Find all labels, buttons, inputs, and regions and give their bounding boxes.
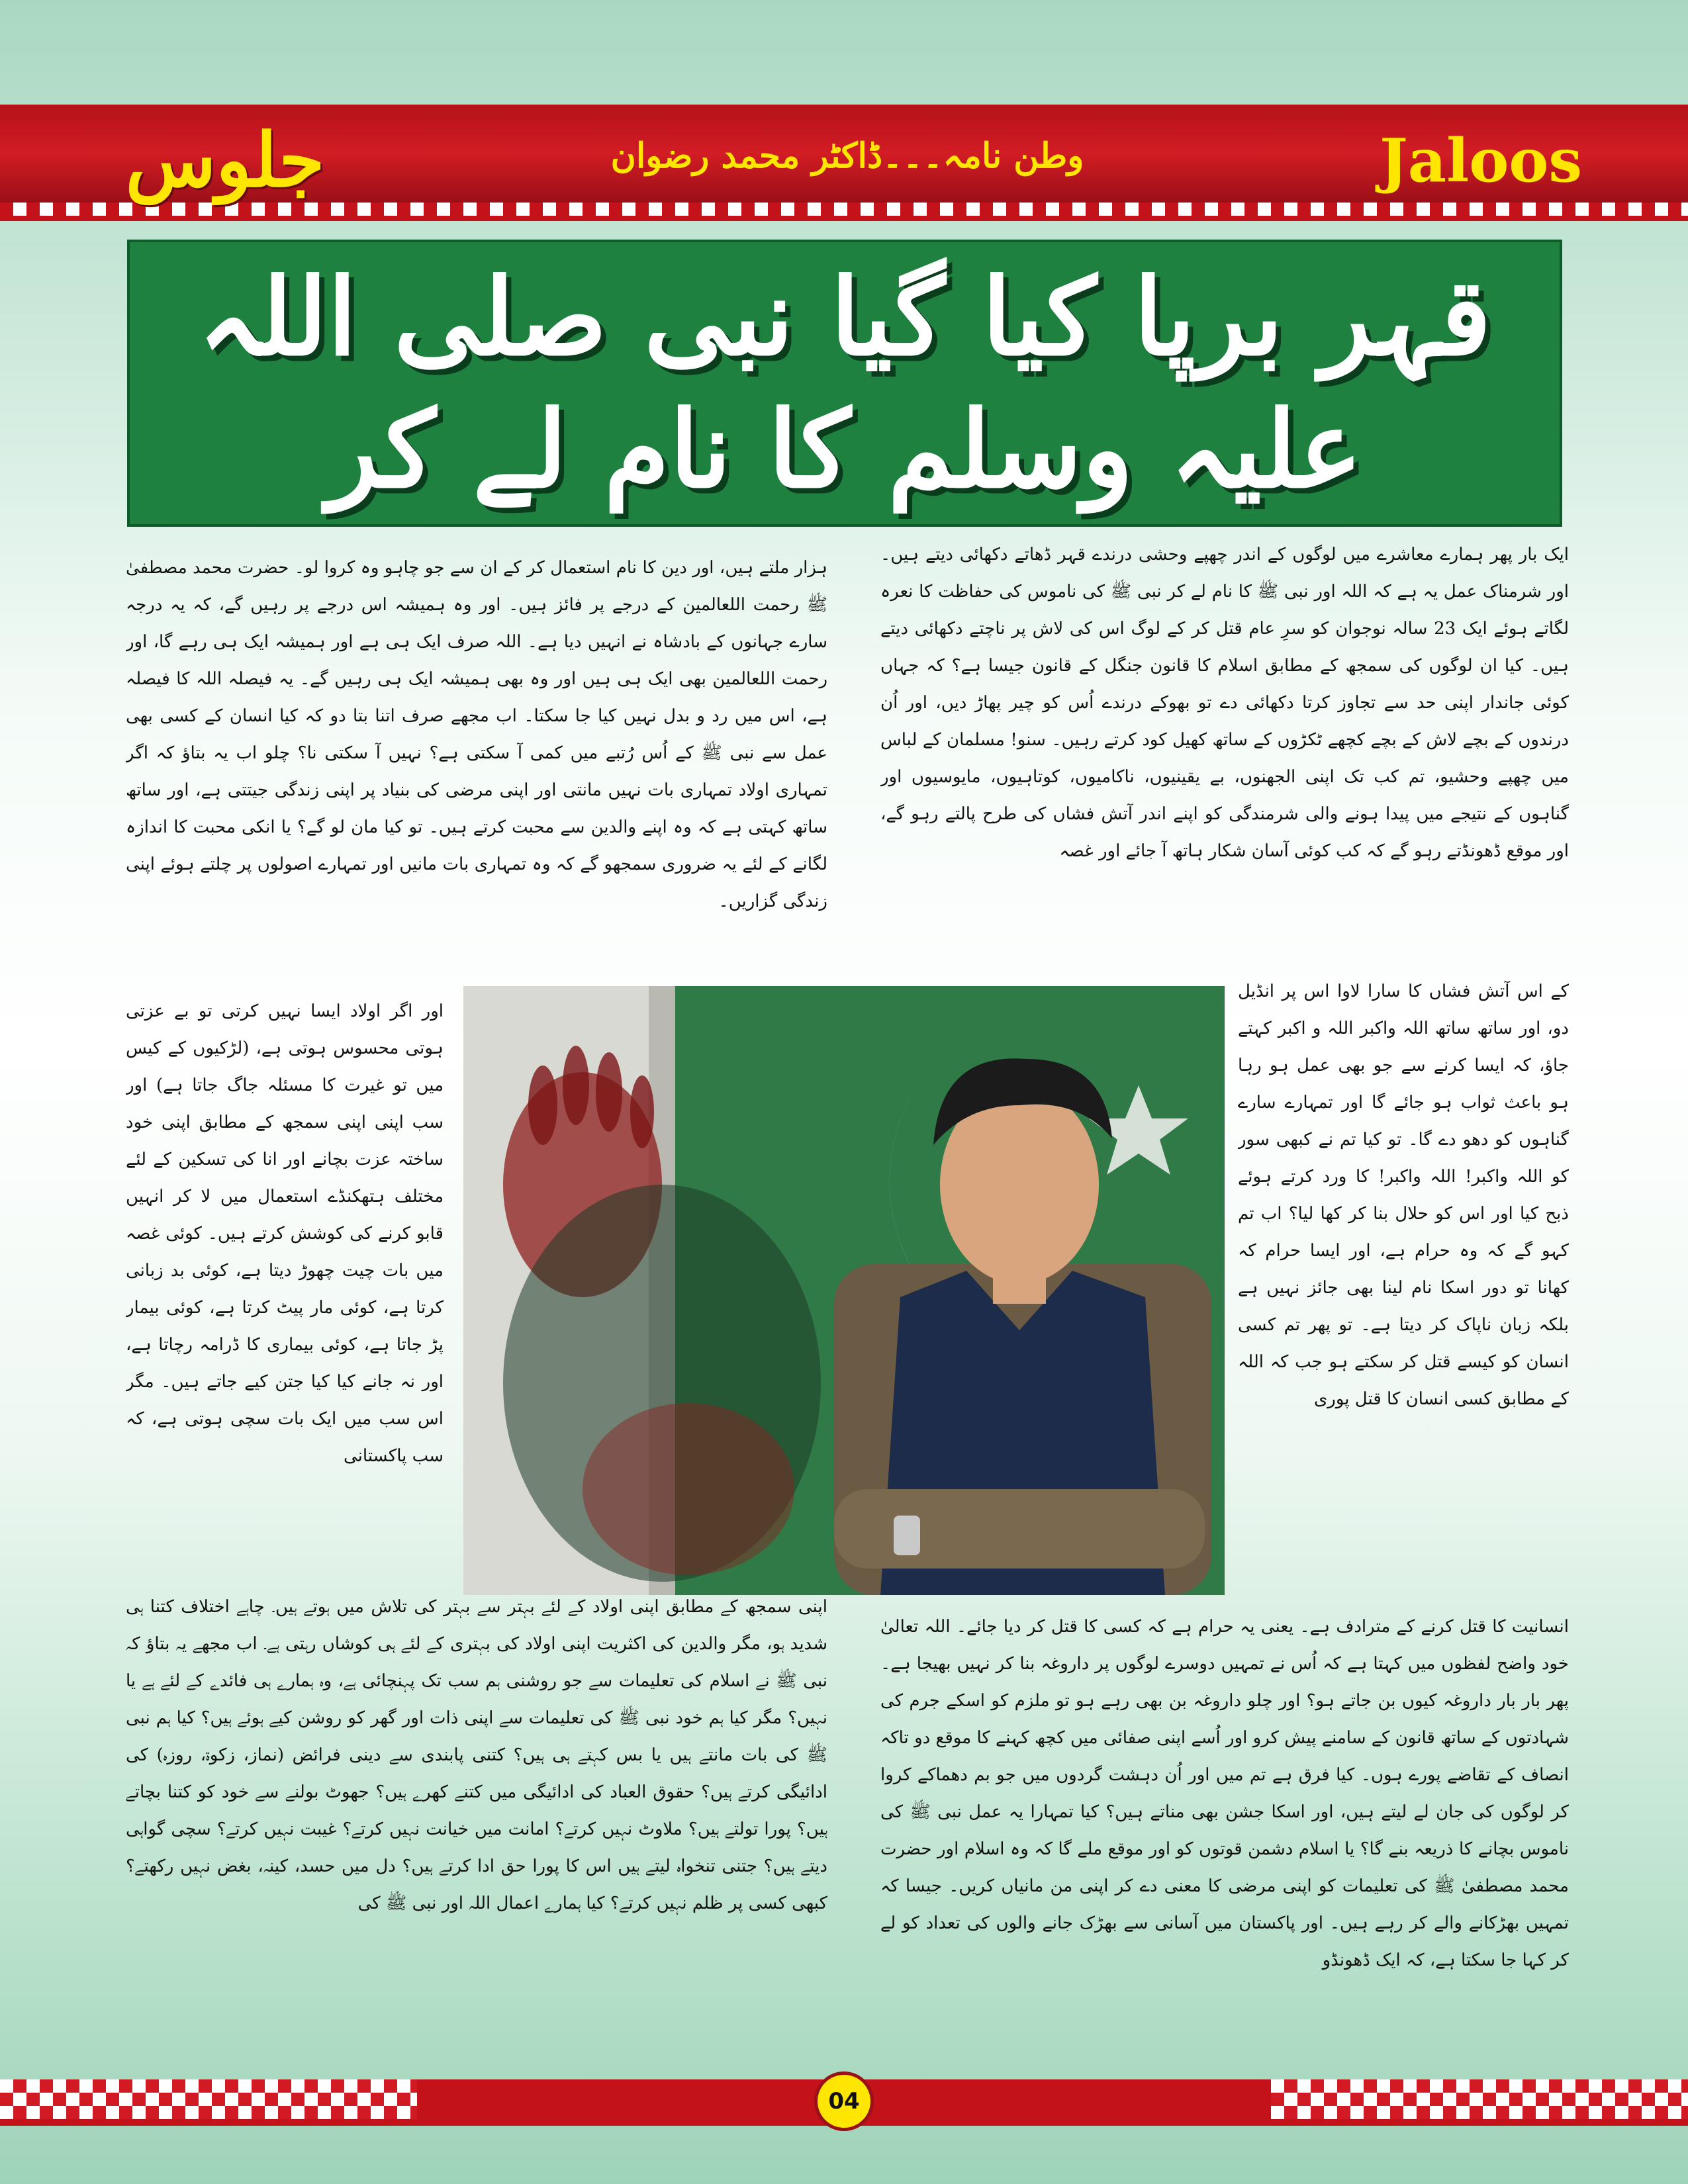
portrait-photo bbox=[463, 986, 1225, 1595]
article-paragraph: کے اس آتش فشاں کا سارا لاوا اس پر انڈیل دو، اور ساتھ ساتھ اللہ واکبر اللہ و اکبر کہتے جاؤ، کہ ایسا کرنے سے جو بھی عمل ہو رہا ہو باعث ثواب ہو جائے گا اور تمہارے سارے گناہوں کو دھو دے گا۔ تو کیا تم نے کبھی سور کو اللہ واکبر! اللہ واکبر! کا ورد کرتے ہوئے ذبح کیا اور اس کو حلال بنا کر کھا لیا؟ اب تم کہو گے کہ وہ حرام ہے، اور ایسا حرام کہ کھانا تو دور اسکا نام لینا بھی جائز نہیں ہے بلکہ زبان ناپاک کر دیتا ہے۔ تو پھر تم کسی انسان کو کیسے قتل کر سکتے ہو جب کہ اللہ کے مطابق کسی انسان کا قتل پوری bbox=[1238, 981, 1569, 1409]
column-subtitle: وطن نامہ۔۔۔ڈاکٹر محمد رضوان bbox=[610, 136, 1084, 176]
header-rule bbox=[0, 216, 1688, 221]
page-title: قہر برپا کیا گیا نبی صلی اللہ علیہ وسلم کا نام لے کر bbox=[198, 255, 1491, 512]
article-paragraph: انسانیت کا قتل کرنے کے مترادف ہے۔ یعنی یہ حرام ہے کہ کسی کا قتل کر دیا جائے۔ اللہ تعالیٰ خود واضح لفظوں میں کہتا ہے کہ اُس نے تمہیں دوسرے لوگوں پر داروغہ بنا کر نہیں بھیجا ہے۔ پھر بار بار داروغہ کیوں بن جاتے ہو؟ اور چلو داروغہ بن بھی رہے ہو تو ملزم کو اسکے جرم کی شہادتوں کے ساتھ قانون کے سامنے پیش کرو اور اُسے اپنی صفائی میں کچھ کہنے کا موقع دو تاکہ انصاف کے تقاضے پورے ہوں۔ کیا فرق ہے تم میں اور اُن دہشت گردوں میں جو بم دھماکے کروا کر لوگوں کی جان لے لیتے ہیں، اور اسکا جشن بھی مناتے ہیں؟ کیا تمہارا یہ عمل نبی ﷺ کی ناموس بچانے کا ذریعہ بنے گا؟ یا اسلام دشمن قوتوں کو اور موقع ملے گا کہ وہ اسلام اور حضرت محمد مصطفیٰ ﷺ کی تعلیمات کو اپنی مرضی کا معنی دے کر اپنی من مانیاں کریں۔ جیسا کہ تمہیں بھڑکانے والے کر رہے ہیں۔ اور پاکستان میں آسانی سے بھڑک جانے والوں کی تعداد کو لے کر کہا جا سکتا ہے، کہ ایک ڈھونڈو bbox=[880, 1617, 1569, 1970]
article-paragraph: ایک بار پھر ہمارے معاشرے میں لوگوں کے اندر چھپے وحشی درندے قہر ڈھاتے دکھائی دیتے ہیں۔ اور شرمناک عمل یہ ہے کہ اللہ اور نبی ﷺ کا نام لے کر نبی ﷺ کی ناموس کی حفاظت کا نعرہ لگاتے ہوئے ایک 23 سالہ نوجوان کو سرِ عام قتل کر کے لوگ اس کی لاش پر ناچتے دکھائی دیتے ہیں۔ کیا ان لوگوں کی سمجھ کے مطابق اسلام کا قانون جنگل کے قانون جیسا ہے؟ کہ جہاں کوئی جاندار اپنی حد سے تجاوز کرتا دکھائی دے تو بھوکے درندے اُس کو چیر پھاڑ دیں، اور اُن درندوں کے بچے لاش کے بچے کچھے ٹکڑوں کے ساتھ کھیل کود کرتے رہیں۔ سنو! مسلمان کے لباس میں چھپے وحشیو، تم کب تک اپنی الجھنوں، بے یقینیوں، ناکامیوں، کوتاہیوں، مایوسیوں اور گناہوں کے نتیجے میں پیدا ہونے والی شرمندگی کو اپنے اندر آتش فشاں کی طرح پالتے رہو گے، اور موقع ڈھونڈتے رہو گے کہ کب کوئی آسان شکار ہاتھ آ جائے اور غصہ bbox=[880, 545, 1569, 861]
headline-box bbox=[127, 240, 1562, 527]
article-paragraph: ہزار ملتے ہیں، اور دین کا نام استعمال کر کے ان سے جو چاہو وہ کروا لو۔ حضرت محمد مصطفیٰ ﷺ رحمت اللعالمین کے درجے پر فائز ہیں۔ اور وہ ہمیشہ اس درجے پر رہیں گے، کہ یہ درجہ سارے جہانوں کے بادشاہ نے انہیں دیا ہے۔ اللہ صرف ایک ہی ہے اور ہمیشہ ایک ہی رہے گا، اور رحمت اللعالمین بھی ایک ہی ہیں اور وہ بھی ہمیشہ ایک ہی رہیں گے۔ یہ فیصلہ اللہ کا فیصلہ ہے، اس میں رد و بدل نہیں کیا جا سکتا۔ اب مجھے صرف اتنا بتا دو کہ کیا انسان کے کسی بھی عمل سے نبی ﷺ کے اُس رُتبے میں کمی آ سکتی ہے؟ نہیں آ سکتی نا؟ چلو اب یہ بتاؤ کہ اگر تمہاری اولاد تمہاری بات نہیں مانتی اور اپنی مرضی کی بنیاد پر اپنی زندگی جیتتی ہے، اور ساتھ ساتھ کہتی ہے کہ وہ اپنے والدین سے محبت کرتے ہیں۔ تو کیا مان لو گے؟ یا انکی محبت کا اندازہ لگانے کے لئے یہ ضروری سمجھو گے کہ وہ تمہاری بات مانیں اور تمہارے اصولوں پر چلتے ہوئے اپنی زندگی گزاریں۔ bbox=[126, 558, 827, 911]
article-column-left-middle bbox=[126, 993, 444, 1608]
article-column-left-bottom bbox=[126, 1588, 827, 2058]
footer-checker-right bbox=[1271, 2079, 1688, 2119]
magazine-logo-urdu: جلوس bbox=[125, 117, 325, 204]
article-column-right-middle bbox=[1238, 973, 1569, 1608]
article-column-right-bottom bbox=[880, 1608, 1569, 2058]
article-paragraph: اپنی سمجھ کے مطابق اپنی اولاد کے لئے بہتر سے بہتر کی تلاش میں ہوتے ہیں۔ چاہے اختلاف کتنا ہی شدید ہو، مگر والدین کی اکثریت اپنی اولاد کی بہتری کے لئے ہی کوشاں رہتی ہے۔ اب مجھے یہ بتاؤ کہ نبی ﷺ نے اسلام کی تعلیمات سے جو روشنی ہم سب تک پہنچائی ہے، وہ ہمارے ہی فائدے کے لئے ہے یا نہیں؟ مگر کیا ہم خود نبی ﷺ کی تعلیمات سے اپنی ذات اور گھر کو روشن کیے ہوئے ہیں؟ کیا ہم نبی ﷺ کی بات مانتے ہیں یا بس کہتے ہی ہیں؟ کتنی پابندی سے دینی فرائض (نماز، زکوۃ، روزہ) کی ادائیگی کرتے ہیں؟ حقوق العباد کی ادائیگی میں کتنے کھرے ہیں؟ جھوٹ بولنے سے خود کو کتنا بچاتے ہیں؟ پورا تولتے ہیں؟ ملاوٹ نہیں کرتے؟ امانت میں خیانت نہیں کرتے؟ غیبت نہیں کرتے؟ سچی گواہی دیتے ہیں؟ جتنی تنخواہ لیتے ہیں اس کا پورا حق ادا کرتے ہیں؟ دل میں حسد، کینہ، بغض نہیں رکھتے؟ کبھی کسی پر ظلم نہیں کرتے؟ کیا ہمارے اعمال اللہ اور نبی ﷺ کی bbox=[126, 1597, 827, 1913]
portrait-photo-illustration bbox=[463, 986, 1225, 1595]
article-column-left-top bbox=[126, 549, 827, 999]
page-number: 04 bbox=[814, 2071, 874, 2131]
article-column-right-top bbox=[880, 536, 1569, 973]
article-paragraph: اور اگر اولاد ایسا نہیں کرتی تو بے عزتی ہوتی محسوس ہوتی ہے، (لڑکیوں کے کیس میں تو غیرت کا مسئلہ جاگ جاتا ہے) اور سب اپنی اپنی سمجھ کے مطابق اپنی خود ساختہ عزت بچانے اور انا کی تسکین کے لئے مختلف ہتھکنڈے استعمال میں لا کر انہیں قابو کرنے کی کوشش کرتے ہیں۔ کوئی غصہ میں بات چیت چھوڑ دیتا ہے، کوئی بد زبانی کرتا ہے، کوئی مار پیٹ کرتا ہے، کوئی بیمار پڑ جاتا ہے، کوئی بیماری کا ڈرامہ رچاتا ہے، اور نہ جانے کیا کیا جتن کیے جاتے ہیں۔ مگر اس سب میں ایک بات سچی ہوتی ہے، کہ سب پاکستانی bbox=[126, 1001, 444, 1466]
magazine-logo-english: Jaloos bbox=[1380, 126, 1582, 196]
footer-checker-left bbox=[0, 2079, 417, 2119]
